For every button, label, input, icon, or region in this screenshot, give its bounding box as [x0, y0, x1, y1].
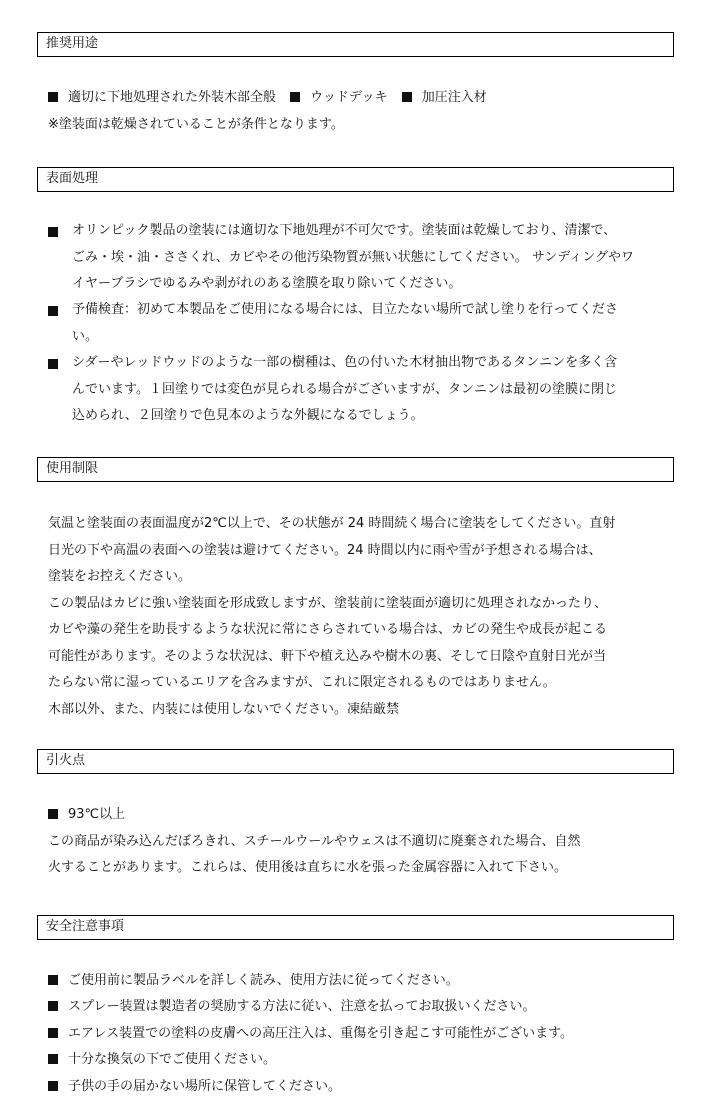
section-header-surface: 表面処理 [37, 167, 674, 192]
bullet-square-icon [48, 306, 58, 316]
restrictions-line: たらない常に湿っているエリアを含みますが、これに限定されるものではありません。 [48, 675, 556, 690]
recommended-item: ウッドデッキ [310, 90, 388, 105]
restrictions-line: 日光の下や高温の表面への塗装は避けてください。24 時間以内に雨や雪が予想される場合は、 [48, 543, 602, 558]
surface-bullet-3-line: シダーやレッドウッドのような一部の樹種は、色の付いた木材抽出物であるタンニンを多く含 [72, 355, 618, 370]
safety-item-text: ご使用前に製品ラベルを詳しく読み、使用方法に従ってください。 [68, 973, 459, 988]
section-header-restrictions: 使用制限 [37, 457, 674, 482]
bullet-square-icon [48, 1001, 58, 1011]
safety-item-text: エアレス装置での塗料の皮膚への高圧注入は、重傷を引き起こす可能性がございます。 [68, 1026, 574, 1041]
bullet-square-icon [48, 227, 58, 237]
recommended-item: 適切に下地処理された外装木部全般 [68, 90, 277, 105]
restrictions-line: カビや藻の発生を助長するような状況に常にさらされている場合は、カビの発生や成長が起こる [48, 622, 608, 637]
safety-item [48, 1051, 276, 1069]
restrictions-line: この製品はカビに強い塗装面を形成致しますが、塗装前に塗装面が適切に処理されなかったり、 [48, 596, 608, 611]
safety-item-text: 子供の手の届かない場所に保管してください。 [68, 1079, 342, 1094]
surface-bullet-1-line: オリンピック製品の塗装には適切な下地処理が不可欠です。塗装面は乾燥しており、清潔で、 [72, 223, 617, 238]
recommended-note: ※塗装面は乾燥されていることが条件となります。 [48, 117, 344, 132]
bullet-square-icon [48, 1054, 58, 1064]
section-header-safety: 安全注意事項 [37, 915, 674, 940]
bullet-square-icon [402, 92, 412, 102]
restrictions-line: 木部以外、また、内装には使用しないでください。凍結厳禁 [48, 702, 400, 717]
safety-item [48, 1025, 573, 1043]
surface-bullet-3-line: んでいます。１回塗りでは変色が見られる場合がございますが、タンニンは最初の塗膜に閉じ [72, 382, 617, 397]
surface-bullet-2-line: 予備検査：初めて本製品をご使用になる場合には、目立たない場所で試し塗りを行ってくださ [72, 302, 619, 317]
section-header-flash-point: 引火点 [37, 749, 674, 774]
bullet-square-icon [48, 1028, 58, 1038]
surface-bullet-1-line: ごみ・埃・油・ささくれ、カビやその他汚染物質が無い状態にしてください。 サンディングやワ [72, 250, 634, 265]
bullet-square-icon [48, 809, 58, 819]
safety-item [48, 998, 535, 1016]
section-header-recommended: 推奨用途 [37, 32, 674, 57]
restrictions-line: 気温と塗装面の表面温度が2℃以上で、その状態が 24 時間続く場合に塗装をしてください。直射 [48, 516, 616, 531]
bullet-square-icon [290, 92, 300, 102]
bullet-square-icon [48, 975, 58, 985]
surface-bullet-3-line: 込められ、２回塗りで色見本のような外観になるでしょう。 [72, 408, 424, 423]
recommended-item: 加圧注入材 [421, 90, 487, 105]
surface-bullet-2-line: い。 [72, 329, 99, 344]
bullet-square-icon [48, 92, 58, 102]
safety-item-text: スプレー装置は製造者の奨励する方法に従い、注意を払ってお取扱いください。 [68, 999, 536, 1014]
flash-point-line: この商品が染み込んだぼろきれ、スチールウールやウェスは不適切に廃棄された場合、自然 [48, 834, 581, 849]
safety-item-text: 十分な換気の下でご使用ください。 [68, 1052, 277, 1067]
flash-point-line: 火することがあります。これらは、使用後は直ちに水を張った金属容器に入れて下さい。 [48, 860, 567, 875]
safety-item [48, 972, 459, 990]
bullet-square-icon [48, 359, 58, 369]
recommended-uses-line [48, 89, 487, 107]
bullet-square-icon [48, 1081, 58, 1091]
restrictions-line: 可能性があります。そのような状況は、軒下や植え込みや樹木の裏、そして日陰や直射日光が当 [48, 649, 606, 664]
flash-point-text: 93℃以上 [68, 807, 126, 822]
flash-point-value [48, 806, 125, 824]
safety-item [48, 1078, 341, 1096]
surface-bullet-1-line: イヤーブラシでゆるみや剥がれのある塗膜を取り除いてください。 [72, 276, 462, 291]
restrictions-line: 塗装をお控えください。 [48, 569, 192, 584]
